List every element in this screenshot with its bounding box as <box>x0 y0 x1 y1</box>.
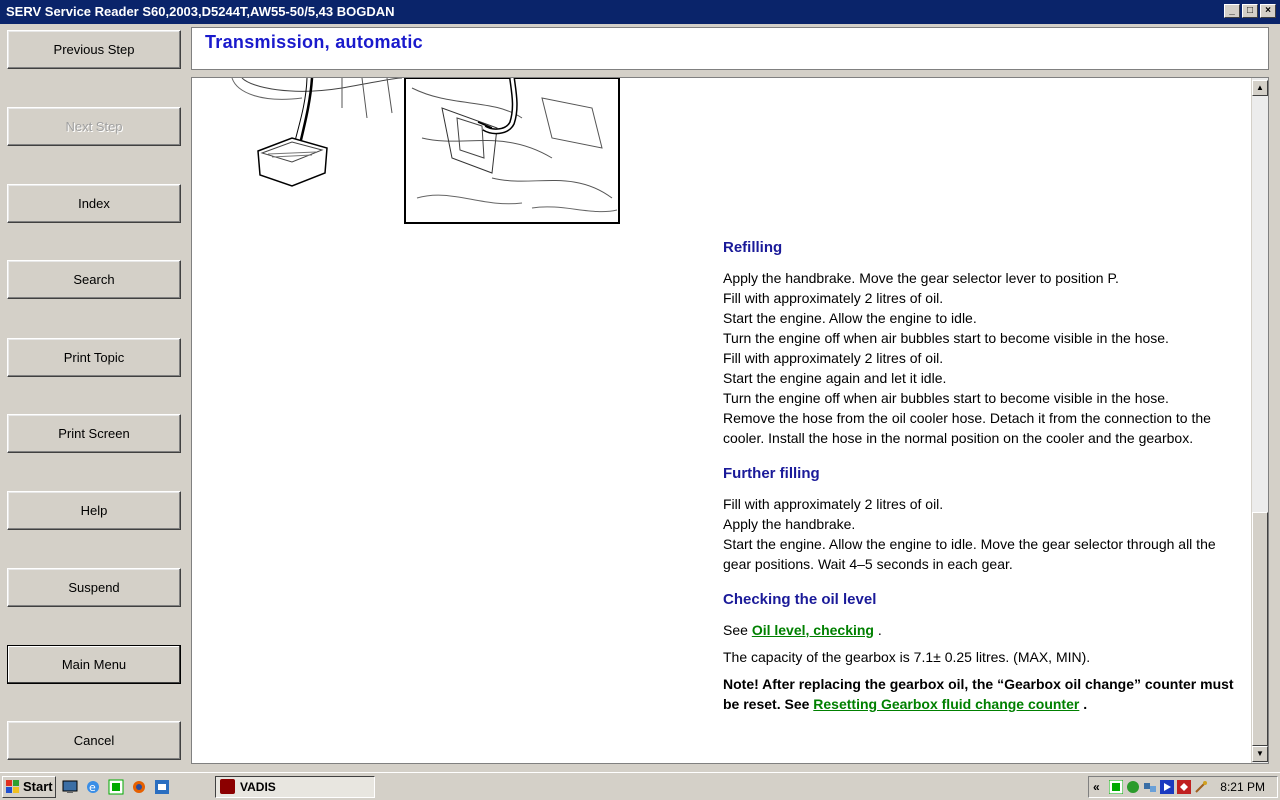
further-filling-line: Fill with approximately 2 litres of oil. <box>723 496 944 512</box>
window-title-bar <box>0 0 1280 24</box>
topic-header <box>191 27 1269 70</box>
refilling-line: Start the engine again and let it idle. <box>723 370 947 386</box>
note-body: Note! After replacing the gearbox oil, the “Gearbox oil change” counter must be reset. See <box>723 676 1234 712</box>
checking-oil-section <box>723 590 1243 714</box>
windows-logo-icon <box>6 780 20 794</box>
main-menu-button[interactable]: Main Menu <box>7 645 181 684</box>
tray-expand-chevron-icon[interactable]: « <box>1093 780 1100 794</box>
scroll-thumb[interactable] <box>1252 512 1268 746</box>
minimize-button[interactable]: _ <box>1224 4 1240 18</box>
refilling-line: Turn the engine off when air bubbles start to become visible in the hose. <box>723 390 1169 406</box>
start-button[interactable] <box>2 776 56 798</box>
close-button[interactable]: × <box>1260 4 1276 18</box>
print-screen-button[interactable]: Print Screen <box>7 414 181 453</box>
page-title: Transmission, automatic <box>205 32 423 52</box>
cancel-button[interactable]: Cancel <box>7 721 181 760</box>
vertical-scrollbar[interactable] <box>1251 78 1268 763</box>
clock: 8:21 PM <box>1220 780 1265 794</box>
further-filling-line: Apply the handbrake. <box>723 516 856 532</box>
taskbar-item-vadis[interactable] <box>215 776 375 798</box>
firefox-icon[interactable] <box>131 779 147 795</box>
window-controls <box>1224 4 1276 18</box>
window-title: SERV Service Reader S60,2003,D5244T,AW55-50/5,43 BOGDAN <box>6 4 395 19</box>
content-panel[interactable] <box>191 77 1269 764</box>
green-app-icon[interactable] <box>108 779 124 795</box>
svg-text:e: e <box>89 781 96 794</box>
further-filling-section <box>723 464 1243 574</box>
internet-explorer-icon[interactable] <box>85 779 101 795</box>
tray-green-app-icon[interactable] <box>1109 780 1123 794</box>
taskbar <box>0 772 1280 800</box>
see-reference <box>723 620 1243 640</box>
previous-step-button[interactable]: Previous Step <box>7 30 181 69</box>
refilling-line: Turn the engine off when air bubbles start to become visible in the hose. <box>723 330 1169 346</box>
scroll-up-arrow-icon[interactable]: ▲ <box>1252 80 1268 96</box>
scroll-down-arrow-icon[interactable]: ▼ <box>1252 746 1268 762</box>
tray-security-icon[interactable] <box>1177 780 1191 794</box>
refilling-line: Fill with approximately 2 litres of oil. <box>723 350 944 366</box>
see-prefix: See <box>723 622 748 638</box>
note-suffix: . <box>1083 696 1088 712</box>
checking-oil-heading: Checking the oil level <box>723 591 877 608</box>
refilling-line: Remove the hose from the oil cooler hose. Detach it from the connection to the cooler. Install the hose in the normal position on the cooler and the gearbox. <box>723 410 1211 446</box>
system-tray <box>1088 776 1278 798</box>
task-label: VADIS <box>240 780 276 794</box>
further-filling-heading: Further filling <box>723 465 820 482</box>
search-button[interactable]: Search <box>7 260 181 299</box>
note-text <box>723 674 1243 714</box>
see-suffix: . <box>877 622 882 638</box>
further-filling-line: Start the engine. Allow the engine to idle. Move the gear selector through all the gear positions. Wait 4–5 seconds in each gear. <box>723 536 1216 572</box>
tray-network-icon[interactable] <box>1126 780 1140 794</box>
help-button[interactable]: Help <box>7 491 181 530</box>
suspend-button[interactable]: Suspend <box>7 568 181 607</box>
procedure-illustration <box>192 78 632 228</box>
refilling-heading: Refilling <box>723 239 783 256</box>
reset-counter-link[interactable]: Resetting Gearbox fluid change counter <box>813 696 1080 712</box>
vadis-app-icon <box>220 779 235 794</box>
index-button[interactable]: Index <box>7 184 181 223</box>
refilling-section <box>723 238 1243 448</box>
refilling-line: Fill with approximately 2 litres of oil. <box>723 290 944 306</box>
desktop-icon[interactable] <box>62 779 78 795</box>
sidebar <box>0 24 188 772</box>
oil-level-checking-link[interactable]: Oil level, checking <box>751 622 874 638</box>
tray-media-play-icon[interactable] <box>1160 780 1174 794</box>
print-topic-button[interactable]: Print Topic <box>7 338 181 377</box>
maximize-button[interactable]: □ <box>1242 4 1258 18</box>
utility-app-icon[interactable] <box>154 779 170 795</box>
refilling-line: Apply the handbrake. Move the gear selector lever to position P. <box>723 270 1119 286</box>
refilling-line: Start the engine. Allow the engine to idle. <box>723 310 977 326</box>
instructions-text <box>723 238 1243 730</box>
tray-tools-icon[interactable] <box>1194 780 1208 794</box>
capacity-text: The capacity of the gearbox is 7.1± 0.25 litres. (MAX, MIN). <box>723 649 1091 665</box>
tray-connection-icon[interactable] <box>1143 780 1157 794</box>
start-label: Start <box>23 779 53 794</box>
next-step-button[interactable]: Next Step <box>7 107 181 146</box>
